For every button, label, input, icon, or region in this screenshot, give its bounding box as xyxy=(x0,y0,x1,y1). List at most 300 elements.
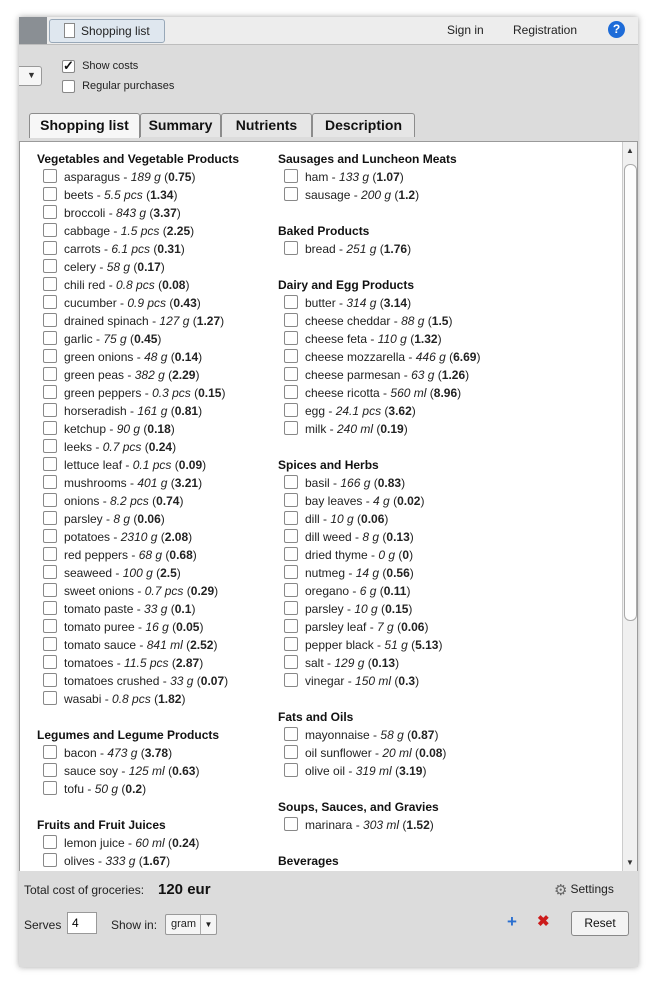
item-name: asparagus xyxy=(64,170,121,184)
list-item xyxy=(37,780,239,798)
list-item xyxy=(37,600,239,618)
item-checkbox[interactable] xyxy=(43,691,57,705)
item-paren: ) xyxy=(434,728,439,742)
item-amount: 33 g xyxy=(144,602,168,616)
list-item xyxy=(37,276,239,294)
show-costs-option[interactable] xyxy=(62,60,138,73)
item-checkbox[interactable] xyxy=(284,583,298,597)
item-paren: ( xyxy=(150,692,159,706)
item-checkbox[interactable] xyxy=(284,655,298,669)
list-item xyxy=(37,312,239,330)
item-amount: 333 g xyxy=(105,854,136,868)
item-separator: - xyxy=(136,638,147,652)
item-paren: ) xyxy=(185,278,190,292)
tab-summary[interactable]: Summary xyxy=(140,113,221,137)
item-separator: - xyxy=(148,314,160,328)
item-cost: 2.08 xyxy=(164,530,189,544)
list-item xyxy=(37,672,239,690)
help-icon[interactable]: ? xyxy=(608,21,625,38)
item-paren: ) xyxy=(411,404,416,418)
item-amount: 4 g xyxy=(373,494,390,508)
unit-select-value: gram xyxy=(171,918,197,930)
item-cost: 2.87 xyxy=(175,656,200,670)
item-paren: ) xyxy=(420,494,425,508)
category-heading: Dairy and Egg Products xyxy=(278,278,415,292)
item-amount: 6 g xyxy=(359,584,377,598)
item-amount: 7 g xyxy=(377,620,394,634)
item-paren: ) xyxy=(202,458,207,472)
item-checkbox[interactable] xyxy=(284,511,298,525)
item-cost: 0.14 xyxy=(174,350,199,364)
item-cost: 2.25 xyxy=(166,224,191,238)
item-paren: ) xyxy=(415,188,420,202)
item-name: seaweed xyxy=(64,566,113,580)
item-cost: 1.34 xyxy=(150,188,174,202)
item-checkbox[interactable] xyxy=(43,331,57,345)
item-paren: ( xyxy=(166,296,174,310)
item-amount: 133 g xyxy=(339,170,370,184)
item-separator: - xyxy=(350,188,362,202)
item-amount: 446 g xyxy=(415,350,446,364)
list-item xyxy=(37,852,239,870)
item-checkbox[interactable] xyxy=(43,619,57,633)
item-checkbox[interactable] xyxy=(43,745,57,759)
list-item xyxy=(278,726,480,744)
unit-select[interactable] xyxy=(165,914,217,935)
item-checkbox[interactable] xyxy=(284,637,298,651)
item-paren: ) xyxy=(166,854,171,868)
item-amount: 5.5 pcs xyxy=(104,188,143,202)
item-checkbox[interactable] xyxy=(43,763,57,777)
item-paren: ) xyxy=(401,476,406,490)
item-name: sweet onions xyxy=(64,584,135,598)
item-amount: 314 g xyxy=(346,296,377,310)
item-paren: ) xyxy=(442,746,447,760)
item-amount: 11.5 pcs xyxy=(124,656,169,670)
item-paren: ) xyxy=(173,188,178,202)
item-name: dill weed xyxy=(305,530,352,544)
item-separator: - xyxy=(351,530,363,544)
item-checkbox[interactable] xyxy=(284,727,298,741)
item-separator: - xyxy=(120,170,131,184)
item-paren: ) xyxy=(195,764,200,778)
item-checkbox[interactable] xyxy=(43,493,57,507)
list-item xyxy=(37,204,239,222)
tab-shopping-list[interactable]: Shopping list xyxy=(29,113,140,138)
item-paren: ( xyxy=(411,746,420,760)
item-amount: 16 g xyxy=(145,620,169,634)
item-paren: ) xyxy=(160,260,165,274)
item-checkbox[interactable] xyxy=(284,331,298,345)
item-paren: ) xyxy=(191,170,196,184)
item-paren: ) xyxy=(406,584,411,598)
item-checkbox[interactable] xyxy=(43,421,57,435)
item-name: leeks xyxy=(64,440,93,454)
scroll-up-icon[interactable]: ▲ xyxy=(626,146,634,155)
shopping-list-panel xyxy=(19,141,638,872)
item-amount: 303 ml xyxy=(363,818,400,832)
item-checkbox[interactable] xyxy=(284,169,298,183)
item-checkbox[interactable] xyxy=(43,367,57,381)
item-amount: 401 g xyxy=(137,476,168,490)
list-item xyxy=(37,456,239,474)
regular-purchases-option[interactable] xyxy=(62,80,174,93)
item-cost: 3.14 xyxy=(383,296,408,310)
item-separator: - xyxy=(362,494,374,508)
item-cost: 0.45 xyxy=(134,332,158,346)
item-checkbox[interactable] xyxy=(43,673,57,687)
item-checkbox[interactable] xyxy=(284,763,298,777)
shopping-list-title-tab[interactable] xyxy=(49,19,165,43)
item-amount: 161 g xyxy=(137,404,168,418)
item-checkbox[interactable] xyxy=(43,637,57,651)
item-name: chili red xyxy=(64,278,106,292)
item-name: parsley xyxy=(64,512,103,526)
item-paren: ( xyxy=(364,656,372,670)
gear-icon: ⚙ xyxy=(554,882,568,899)
item-paren: ( xyxy=(189,314,197,328)
item-name: lemon juice xyxy=(64,836,125,850)
item-name: nutmeg xyxy=(305,566,346,580)
item-paren: ) xyxy=(409,530,414,544)
item-paren: ( xyxy=(406,332,415,346)
item-amount: 841 ml xyxy=(146,638,183,652)
item-paren: ) xyxy=(190,224,195,238)
item-amount: 20 ml xyxy=(382,746,412,760)
item-checkbox[interactable] xyxy=(43,349,57,363)
item-name: oregano xyxy=(305,584,350,598)
item-name: bay leaves xyxy=(305,494,363,508)
item-separator: - xyxy=(94,854,106,868)
item-cost: 0.24 xyxy=(148,440,173,454)
item-checkbox[interactable] xyxy=(43,403,57,417)
item-cost: 0.06 xyxy=(401,620,425,634)
item-paren: ( xyxy=(141,440,149,454)
item-name: tomatoes xyxy=(64,656,114,670)
item-checkbox[interactable] xyxy=(284,421,298,435)
item-checkbox[interactable] xyxy=(43,853,57,867)
item-cost: 0.31 xyxy=(157,242,181,256)
item-checkbox[interactable] xyxy=(284,367,298,381)
item-paren: ( xyxy=(379,530,387,544)
item-checkbox[interactable] xyxy=(43,169,57,183)
item-paren: ( xyxy=(391,674,399,688)
item-cost: 8.96 xyxy=(433,386,458,400)
regular-purchases-checkbox[interactable] xyxy=(62,80,75,93)
tab-description[interactable]: Description xyxy=(312,113,415,137)
item-paren: ) xyxy=(403,422,408,436)
item-separator: - xyxy=(84,782,95,796)
item-name: onions xyxy=(64,494,100,508)
registration-link[interactable]: Registration xyxy=(513,23,578,37)
item-cost: 0.02 xyxy=(397,494,421,508)
item-cost: 0.15 xyxy=(198,386,222,400)
category-gap xyxy=(278,438,480,456)
item-name: cheese mozzarella xyxy=(305,350,406,364)
collapsed-dropdown[interactable] xyxy=(19,66,42,86)
item-checkbox[interactable] xyxy=(284,313,298,327)
item-paren: ( xyxy=(403,728,412,742)
item-amount: 1.5 pcs xyxy=(120,224,160,238)
item-name: cheese parmesan xyxy=(305,368,401,382)
remove-icon[interactable]: ✖ xyxy=(537,913,550,930)
item-checkbox[interactable] xyxy=(284,385,298,399)
item-paren: ( xyxy=(167,476,175,490)
item-cost: 0.3 xyxy=(398,674,416,688)
category-heading: Soups, Sauces, and Gravies xyxy=(278,800,439,814)
item-checkbox[interactable] xyxy=(43,313,57,327)
list-item xyxy=(278,294,480,312)
item-checkbox[interactable] xyxy=(43,241,57,255)
item-paren: ) xyxy=(195,836,200,850)
item-paren: ) xyxy=(191,602,196,616)
item-amount: 6.1 pcs xyxy=(111,242,151,256)
item-cost: 0.83 xyxy=(377,476,402,490)
list-item xyxy=(278,492,480,510)
item-separator: - xyxy=(124,836,136,850)
regular-purchases-label: Regular purchases xyxy=(82,80,175,93)
item-cost: 0.06 xyxy=(137,512,161,526)
item-name: bacon xyxy=(64,746,97,760)
item-checkbox[interactable] xyxy=(43,223,57,237)
item-paren: ) xyxy=(198,404,203,418)
item-cost: 0.75 xyxy=(168,170,192,184)
item-checkbox[interactable] xyxy=(43,655,57,669)
item-paren: ( xyxy=(135,854,143,868)
item-cost: 0.09 xyxy=(178,458,203,472)
item-amount: 48 g xyxy=(144,350,168,364)
item-paren: ( xyxy=(160,170,169,184)
list-item xyxy=(278,618,480,636)
item-name: tomato puree xyxy=(64,620,135,634)
item-amount: 110 g xyxy=(377,332,407,346)
item-checkbox[interactable] xyxy=(284,619,298,633)
item-amount: 189 g xyxy=(130,170,161,184)
item-paren: ) xyxy=(407,242,412,256)
item-separator: - xyxy=(124,368,135,382)
item-checkbox[interactable] xyxy=(284,295,298,309)
scrollbar[interactable] xyxy=(622,142,637,871)
item-name: tofu xyxy=(64,782,85,796)
item-name: cheese ricotta xyxy=(305,386,380,400)
item-cost: 1.5 xyxy=(431,314,449,328)
list-item xyxy=(37,294,239,312)
item-paren: ( xyxy=(168,656,176,670)
item-checkbox[interactable] xyxy=(43,565,57,579)
item-paren: ) xyxy=(409,566,414,580)
settings-button[interactable] xyxy=(554,881,614,899)
list-item xyxy=(37,636,239,654)
item-paren: ) xyxy=(214,584,219,598)
item-amount: 8 g xyxy=(362,530,380,544)
item-cost: 0.18 xyxy=(147,422,171,436)
list-item xyxy=(278,474,480,492)
item-checkbox[interactable] xyxy=(43,259,57,273)
item-name: olives xyxy=(64,854,95,868)
item-checkbox[interactable] xyxy=(43,439,57,453)
item-amount: 127 g xyxy=(159,314,190,328)
item-amount: 166 g xyxy=(340,476,371,490)
footer xyxy=(19,871,638,967)
item-paren: ( xyxy=(183,584,191,598)
item-separator: - xyxy=(325,404,336,418)
item-name: drained spinach xyxy=(64,314,149,328)
item-checkbox[interactable] xyxy=(43,547,57,561)
category-gap xyxy=(278,834,480,852)
item-amount: 88 g xyxy=(401,314,425,328)
list-item xyxy=(278,510,480,528)
item-checkbox[interactable] xyxy=(284,529,298,543)
item-separator: - xyxy=(126,476,138,490)
tab-nutrients[interactable]: Nutrients xyxy=(221,113,312,137)
item-checkbox[interactable] xyxy=(284,241,298,255)
item-name: carrots xyxy=(64,242,101,256)
item-paren: ( xyxy=(168,620,177,634)
item-name: mayonnaise xyxy=(305,728,370,742)
item-paren: ( xyxy=(146,206,154,220)
item-checkbox[interactable] xyxy=(43,277,57,291)
category-gap xyxy=(37,798,239,816)
item-separator: - xyxy=(366,620,378,634)
item-checkbox[interactable] xyxy=(43,835,57,849)
item-paren: ) xyxy=(181,692,186,706)
item-cost: 0.1 xyxy=(174,602,192,616)
item-paren: ( xyxy=(353,512,362,526)
item-cost: 6.69 xyxy=(453,350,477,364)
item-paren: ( xyxy=(154,278,163,292)
item-paren: ( xyxy=(391,764,400,778)
item-checkbox[interactable] xyxy=(284,745,298,759)
list-item xyxy=(37,420,239,438)
item-name: green peas xyxy=(64,368,125,382)
item-paren: ) xyxy=(429,818,434,832)
item-checkbox[interactable] xyxy=(43,511,57,525)
item-separator: - xyxy=(405,350,416,364)
item-amount: 58 g xyxy=(106,260,131,274)
item-amount: 24.1 pcs xyxy=(335,404,382,418)
item-checkbox[interactable] xyxy=(284,547,298,561)
item-separator: - xyxy=(373,638,385,652)
list-item xyxy=(37,582,239,600)
serves-label: Serves xyxy=(24,918,62,932)
item-checkbox[interactable] xyxy=(284,349,298,363)
item-paren: ( xyxy=(391,188,399,202)
scroll-thumb[interactable] xyxy=(624,164,637,621)
item-name: mushrooms xyxy=(64,476,127,490)
item-amount: 58 g xyxy=(380,728,404,742)
serves-input[interactable] xyxy=(67,912,97,934)
item-amount: 251 g xyxy=(346,242,377,256)
item-cost: 0.56 xyxy=(386,566,410,580)
item-name: horseradish xyxy=(64,404,127,418)
item-name: cabbage xyxy=(64,224,111,238)
item-separator: - xyxy=(319,512,331,526)
item-checkbox[interactable] xyxy=(43,457,57,471)
list-item xyxy=(37,168,239,186)
item-checkbox[interactable] xyxy=(43,205,57,219)
item-paren: ( xyxy=(376,296,384,310)
item-paren: ) xyxy=(422,764,427,778)
item-cost: 2.52 xyxy=(190,638,214,652)
item-name: green peppers xyxy=(64,386,142,400)
item-checkbox[interactable] xyxy=(43,583,57,597)
item-separator: - xyxy=(390,314,402,328)
item-checkbox[interactable] xyxy=(284,493,298,507)
item-paren: ( xyxy=(389,494,398,508)
item-checkbox[interactable] xyxy=(43,295,57,309)
item-separator: - xyxy=(379,386,391,400)
item-checkbox[interactable] xyxy=(284,475,298,489)
list-item xyxy=(37,474,239,492)
item-cost: 0 xyxy=(402,548,410,562)
item-name: milk xyxy=(305,422,327,436)
reset-button[interactable]: Reset xyxy=(571,911,629,936)
item-cost: 0.13 xyxy=(386,530,410,544)
sign-in-link[interactable]: Sign in xyxy=(447,23,484,37)
item-separator: - xyxy=(93,188,105,202)
item-paren: ( xyxy=(152,566,161,580)
add-icon[interactable]: + xyxy=(507,912,517,931)
item-checkbox[interactable] xyxy=(284,403,298,417)
page-icon xyxy=(64,23,75,38)
list-item xyxy=(278,186,480,204)
item-separator: - xyxy=(101,692,113,706)
item-amount: 2310 g xyxy=(120,530,158,544)
item-paren: ( xyxy=(148,494,157,508)
item-separator: - xyxy=(352,818,364,832)
item-name: ham xyxy=(305,170,329,184)
item-paren: ( xyxy=(445,350,454,364)
show-costs-checkbox[interactable] xyxy=(62,60,75,73)
item-checkbox[interactable] xyxy=(284,187,298,201)
list-item xyxy=(37,762,239,780)
item-checkbox[interactable] xyxy=(43,529,57,543)
item-paren: ) xyxy=(170,422,175,436)
item-name: cucumber xyxy=(64,296,117,310)
item-separator: - xyxy=(343,602,355,616)
item-cost: 0.05 xyxy=(176,620,200,634)
list-item xyxy=(278,402,480,420)
list-item xyxy=(37,186,239,204)
item-checkbox[interactable] xyxy=(43,781,57,795)
item-name: pepper black xyxy=(305,638,374,652)
item-separator: - xyxy=(112,566,123,580)
item-name: cheese feta xyxy=(305,332,368,346)
item-paren: ) xyxy=(176,206,181,220)
list-item xyxy=(278,762,480,780)
item-cost: 0.43 xyxy=(173,296,197,310)
item-checkbox[interactable] xyxy=(43,475,57,489)
item-checkbox[interactable] xyxy=(284,601,298,615)
item-paren: ) xyxy=(199,620,204,634)
item-name: basil xyxy=(305,476,330,490)
item-paren: ( xyxy=(369,170,377,184)
list-item xyxy=(278,240,480,258)
item-checkbox[interactable] xyxy=(284,673,298,687)
item-checkbox[interactable] xyxy=(43,385,57,399)
item-paren: ( xyxy=(130,260,138,274)
item-paren: ( xyxy=(164,836,173,850)
item-paren: ) xyxy=(220,314,225,328)
item-checkbox[interactable] xyxy=(284,565,298,579)
item-checkbox[interactable] xyxy=(43,601,57,615)
item-paren: ) xyxy=(408,602,413,616)
item-cost: 1.82 xyxy=(158,692,182,706)
scroll-down-icon[interactable]: ▼ xyxy=(626,858,634,867)
item-separator: - xyxy=(345,566,356,580)
item-checkbox[interactable] xyxy=(43,187,57,201)
item-checkbox[interactable] xyxy=(284,817,298,831)
